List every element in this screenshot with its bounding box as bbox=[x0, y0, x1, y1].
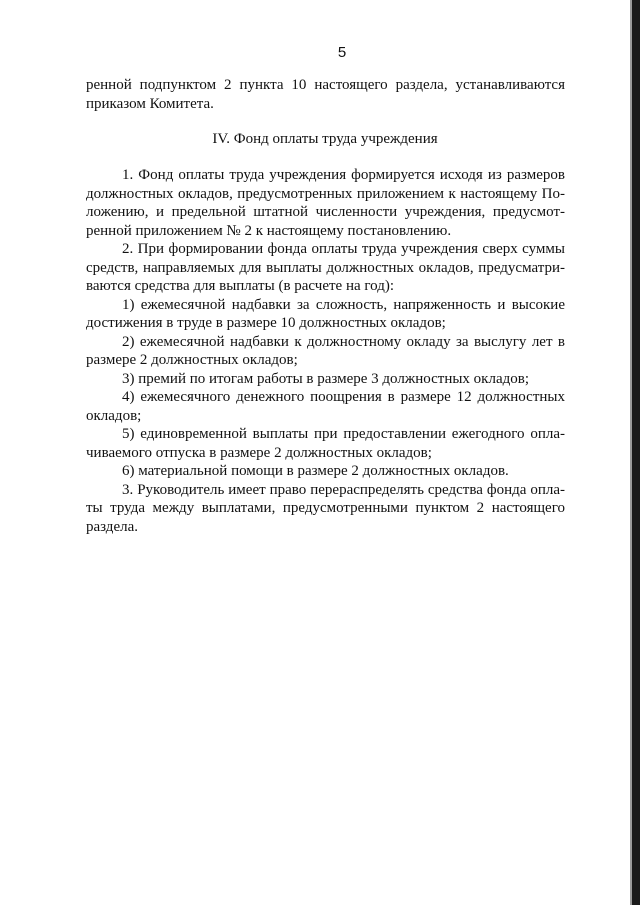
text-line: 1. Фонд оплаты труда учреждения формируется исходя из размеров bbox=[122, 167, 565, 183]
scan-edge bbox=[632, 0, 640, 905]
text-line: ложению, и предельной штатной численности учреждения, предусмот- bbox=[86, 204, 565, 220]
text-line: 1) ежемесячной надбавки за сложность, напряженность и высокие bbox=[122, 296, 565, 313]
text-line: окладов; bbox=[86, 407, 142, 424]
text-line: 6) материальной помощи в размере 2 должностных окладов. bbox=[122, 463, 509, 479]
text-line: размере 2 должностных окладов; bbox=[86, 352, 298, 368]
text-line: 2) ежемесячной надбавки к должностному окладу за выслугу лет в bbox=[122, 333, 565, 350]
text-line: достижения в труде в размере 10 должностных окладов; bbox=[86, 315, 446, 331]
text-line: раздела. bbox=[86, 518, 138, 535]
text-line: ты труда между выплатами, предусмотренными пунктом 2 настоящего bbox=[86, 500, 565, 516]
text-line: ваются средства для выплаты (в расчете на год): bbox=[86, 278, 395, 294]
text-line: чиваемого отпуска в размере 2 должностных окладов; bbox=[86, 444, 432, 461]
intro-paragraph bbox=[86, 76, 565, 113]
section-body bbox=[86, 166, 565, 536]
text-line: средств, направляемых для выплаты должностных окладов, предусматри- bbox=[86, 259, 565, 276]
text-line: должностных окладов, предусмотренных приложением к настоящему По- bbox=[86, 185, 565, 202]
text-line: 4) ежемесячного денежного поощрения в размере 12 должностных bbox=[122, 389, 565, 405]
text-line: 5) единовременной выплаты при предоставлении ежегодного опла- bbox=[122, 426, 565, 442]
page-number: 5 bbox=[337, 44, 347, 61]
text-line: 3) премий по итогам работы в размере 3 должностных окладов; bbox=[122, 370, 529, 387]
text-line: 2. При формировании фонда оплаты труда учреждения сверх суммы bbox=[122, 241, 565, 257]
text-line: ренной приложением № 2 к настоящему постановлению. bbox=[86, 222, 452, 239]
text-line: приказом Комитета. bbox=[86, 95, 214, 112]
text-line: 3. Руководитель имеет право перераспределять средства фонда опла- bbox=[122, 481, 565, 498]
section-heading: IV. Фонд оплаты труда учреждения bbox=[212, 131, 438, 147]
text-line: ренной подпунктом 2 пункта 10 настоящего раздела, устанавливаются bbox=[86, 77, 565, 93]
